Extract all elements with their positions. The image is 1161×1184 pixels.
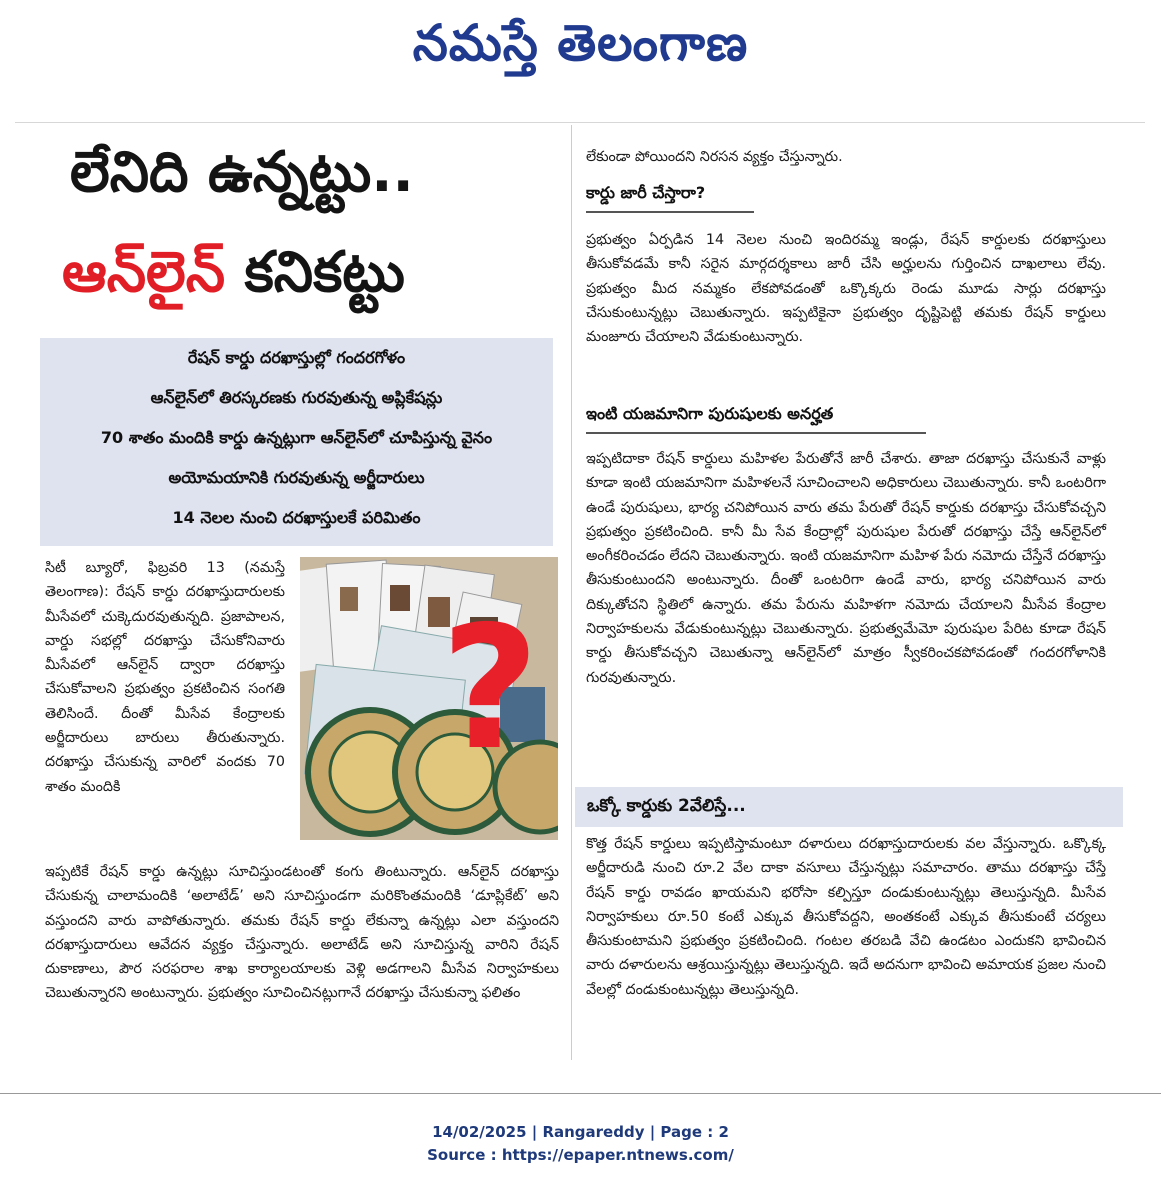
subhead-3: 70 శాతం మందికి కార్డు ఉన్నట్లుగా ఆన్‌లైన్‌లో చూపిస్తున్న వైనం xyxy=(100,428,493,447)
subhead-1: రేషన్‌ కార్డు దరఖాస్తుల్లో గందరగోళం xyxy=(187,348,406,367)
section-body-card-issue: ప్రభుత్వం ఏర్పడిన 14 నెలల నుంచి ఇందిరమ్మ ఇండ్లు, రేషన్‌ కార్డులకు దరఖాస్తులు తీసుకోవడమే కానీ సరైన మార్గదర్శకాలు జారీ చేసి అర్హులను గుర్తించిన దాఖలాలు లేవు. ప్రభుత్వం మీద నమ్మకం లేకపోవడంతో ఒక్కొక్కరు రెండు మూడు సార్లు దరఖాస్తు చేసుకుంటున్నట్లు చెబుతున్నారు. ఇప్పటికైనా ప్రభుత్వం దృష్టిపెట్టి తమకు రేషన్‌ కార్డులు మంజూరు చేయాలని వేడుకుంటున్నారు. xyxy=(586,232,1106,346)
section-heading-box xyxy=(575,787,1123,827)
article-intro-paragraph: సిటీ బ్యూరో, ఫిబ్రవరి 13 (నమస్తే తెలంగాణ): రేషన్‌ కార్డు దరఖాస్తుదారులకు మీసేవలో చుక్కెదురవుతున్నది. ప్రజాపాలన, వార్డు సభల్లో దరఖాస్తు చేసుకోనివారు మీసేవలో ఆన్‌లైన్‌ ద్వారా దరఖాస్తు చేసుకోవాలని ప్రభుత్వం ప్రకటించిన సంగతి తెలిసిందే. దీంతో మీసేవ కేంద్రాలకు అర్జీదారులు బారులు తీరుతున్నారు. దరఖాస్తు చేసుకున్న వారిలో వందకు 70 శాతం మందికి xyxy=(45,560,285,795)
subhead-5: 14 నెలల నుంచి దరఖాస్తులకే పరిమితం xyxy=(172,508,421,527)
question-mark-graphic: ? xyxy=(440,590,540,788)
subheads-box xyxy=(40,338,553,546)
section-heading-card-issue: కార్డు జారీ చేస్తారా? xyxy=(586,183,706,202)
section-heading-rule-2 xyxy=(586,432,926,434)
top-divider xyxy=(15,122,1145,123)
photo-illustration xyxy=(300,557,558,840)
section-heading-bribe: ఒక్కో కార్డుకు 2వేలిస్తే... xyxy=(587,796,746,816)
section-heading-men-ineligible: ఇంటి యజమానిగా పురుషులకు అనర్హత xyxy=(586,404,834,423)
masthead-logo: నమస్తే తెలంగాణ xyxy=(412,13,749,72)
footer-date-edition: 14/02/2025 | Rangareddy | Page : 2 xyxy=(432,1123,729,1141)
section-body-men-ineligible: ఇప్పటిదాకా రేషన్‌ కార్డులు మహిళల పేరుతోనే జారీ చేశారు. తాజా దరఖాస్తు చేసుకునే వాళ్లు కూడా ఇంటి యజమానిగా మహిళలనే సూచించాలని అధికారులు చెబుతున్నారు. కానీ ఒంటరిగా ఉండే పురుషులు, భార్య చనిపోయిన వారు తమ పేరుతో రేషన్‌ కార్డుకు దరఖాస్తు చేసుకోవచ్చని ప్రభుత్వం ప్రకటించింది. కానీ మీ సేవ కేంద్రాల్లో పురుషుల పేరుతో దరఖాస్తు చేస్తే ఆన్‌లైన్‌లో అంగీకరించడం లేదని చెబుతున్నారు. ఇంటి యజమానిగా మహిళ పేరు నమోదు చేస్తేనే దరఖాస్తు తీసుకుంటుందని అంటున్నారు. దీంతో ఒంటరిగా ఉండే వారు, భార్య చనిపోయిన వారు దిక్కుతోచని స్థితిలో ఉన్నారు. తమ పేరును మహిళగా నమోదు చేయాలని మీసేవ కేంద్రాల నిర్వాహకులను వేడుకుంటున్నట్లు చెబుతున్నారు. ప్రభుత్వమేమో పురుషుల పేరిట కూడా రేషన్‌ కార్డు తీసుకోవచ్చని చెబుతున్నా ఆన్‌లైన్‌లో మాత్రం స్వీకరించకపోవడంతో గందరగోళానికి గురవుతున్నారు. xyxy=(586,451,1106,686)
section-body-bribe: కొత్త రేషన్‌ కార్డులు ఇప్పటిస్తామంటూ దళారులు దరఖాస్తుదారులకు వల వేస్తున్నారు. ఒక్కొక్క అర్జీదారుడి నుంచి రూ.2 వేల దాకా వసూలు చేస్తున్నట్లు సమాచారం. తాము దరఖాస్తు చేస్తే రేషన్‌ కార్డు రావడం ఖాయమని భరోసా కల్పిస్తూ దండుకుంటున్నట్లు తెలుస్తున్నది. మీసేవ నిర్వాహకులు రూ.50 కంటే ఎక్కువ తీసుకోవద్దని, అంతకంటే ఎక్కువ తీసుకుంటే చర్యలు తీసుకుంటామని ప్రభుత్వం ప్రకటించింది. గంటల తరబడి వేచి ఉండటం ఎందుకని భావించిన వారు దళారులను ఆశ్రయిస్తున్నట్లు తెలుస్తున్నది. ఇదే అదనుగా భావించి అమాయక ప్రజల నుంచి వేలల్లో దండుకుంటున్నట్లు తెలుస్తున్నది. xyxy=(586,836,1106,998)
subhead-4: అయోమయానికి గురవుతున్న అర్జీదారులు xyxy=(168,468,425,487)
article-photo xyxy=(300,557,558,840)
column-divider xyxy=(571,125,572,1060)
section-heading-rule-1 xyxy=(586,211,754,213)
subhead-2: ఆన్‌లైన్‌లో తిరస్కరణకు గురవుతున్న అప్లికేషన్లు xyxy=(150,388,443,407)
headline-red-word: ఆన్‌లైన్ xyxy=(62,240,226,305)
headline-line-1: లేనిది ఉన్నట్టు.. xyxy=(70,140,414,205)
article-continued-paragraph: ఇప్పటికే రేషన్‌ కార్డు ఉన్నట్లు సూచిస్తుండటంతో కంగు తింటున్నారు. ఆన్‌లైన్‌ దరఖాస్తు చేసుకున్న చాలామందికి ‘అలాటేడ్‌’ అని సూచిస్తుండగా మరికొంతమందికి ‘డూప్లికేట్‌’ అని వస్తుందని వారు వాపోతున్నారు. తమకు రేషన్‌ కార్డు లేకున్నా ఉన్నట్లు ఎలా వస్తుందని దరఖాస్తుదారులు ఆవేదన వ్యక్తం చేస్తున్నారు. అలాటేడ్‌ అని సూచిస్తున్న వారిని రేషన్‌ దుకాణాలు, పౌర సరఫరాల శాఖ కార్యాలయాలకు వెళ్లి అడగాలని మీసేవ నిర్వాహకులు చెబుతున్నారని అంటున్నారు. ప్రభుత్వం సూచించినట్లుగానే దరఖాస్తు చేసుకున్నా ఫలితం xyxy=(45,864,559,1002)
footer-source-link[interactable]: Source : https://epaper.ntnews.com/ xyxy=(427,1146,734,1164)
headline-line-2 xyxy=(62,240,405,319)
footer-divider xyxy=(0,1093,1161,1094)
right-intro-text: లేకుండా పోయిందని నిరసన వ్యక్తం చేస్తున్నారు. xyxy=(586,149,843,165)
headline-black-word: కనికట్టు xyxy=(225,240,405,305)
